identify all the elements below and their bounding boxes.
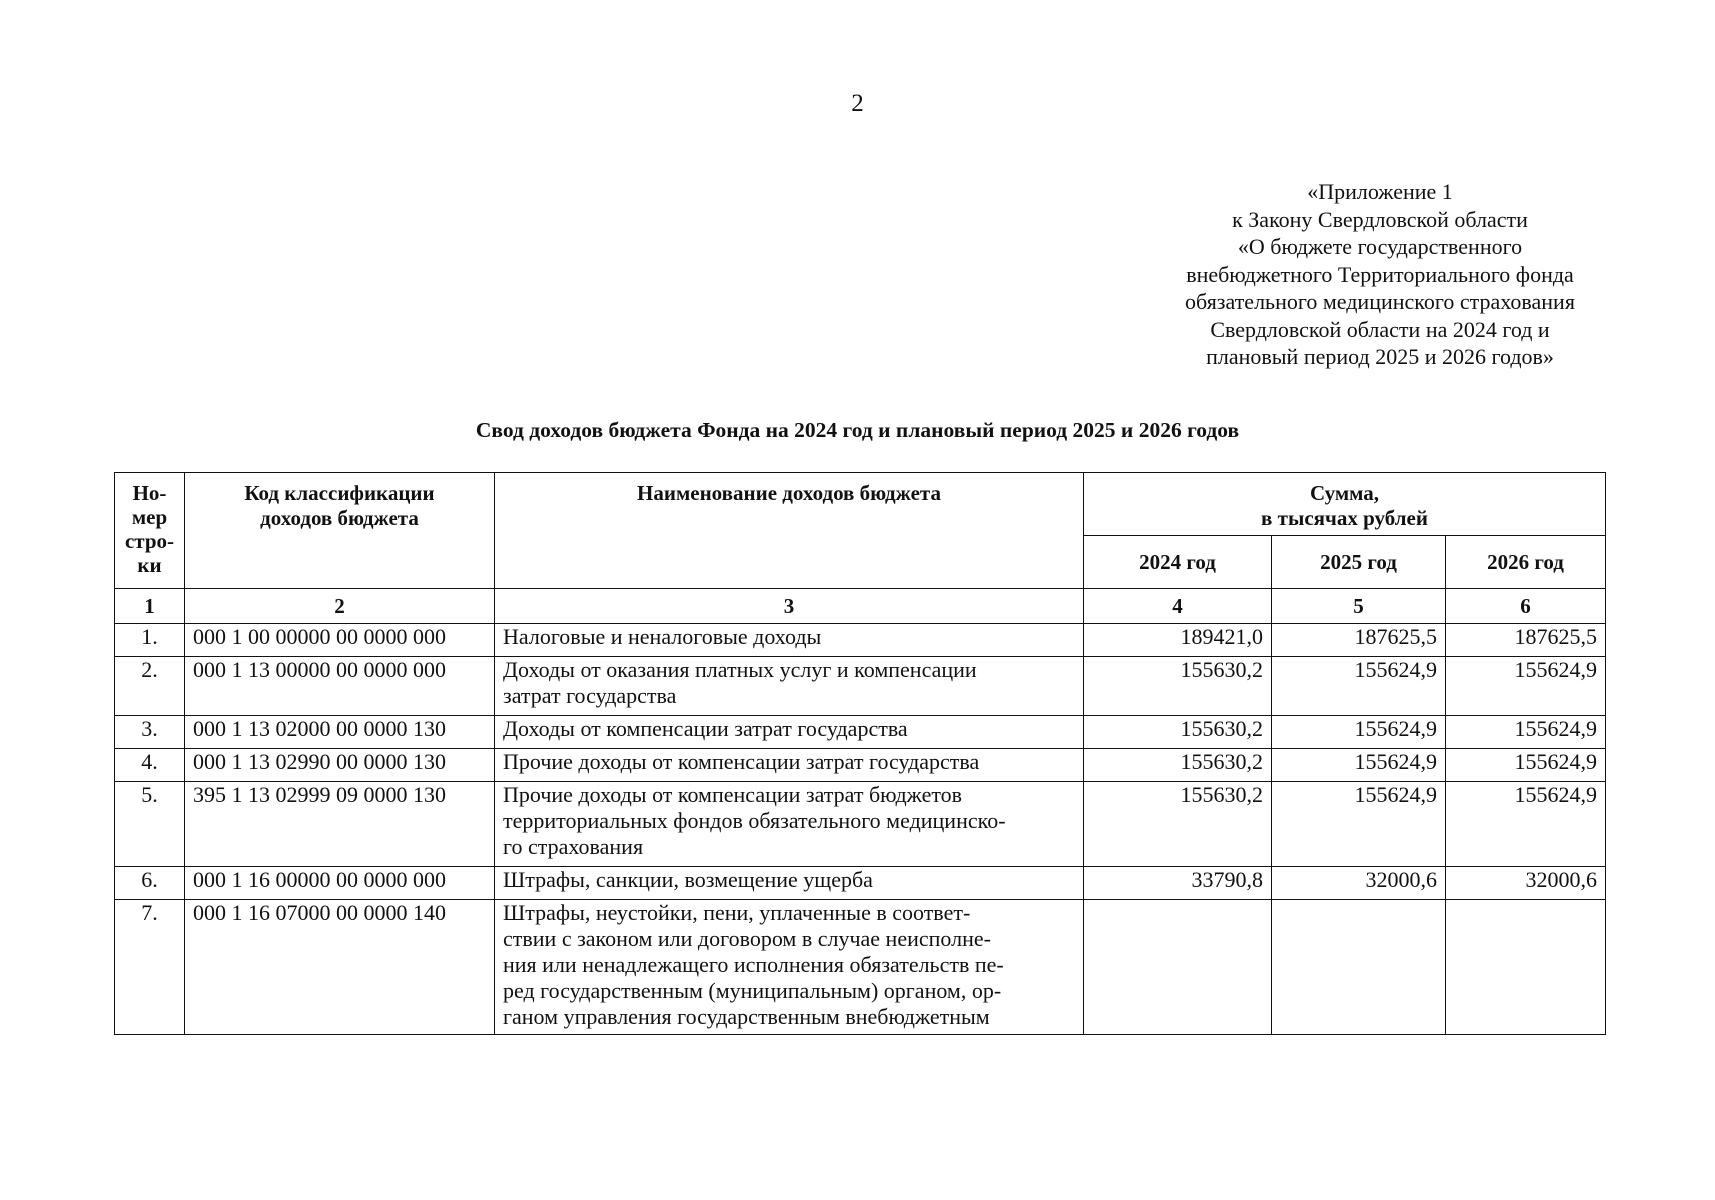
amount-2026: 155624,9 — [1446, 657, 1606, 716]
amount-2025: 155624,9 — [1272, 657, 1446, 716]
header-year-2026: 2026 год — [1446, 536, 1606, 589]
income-name-line: Прочие доходы от компенсации затрат бюджетов — [503, 782, 963, 807]
income-name-line: Штрафы, неустойки, пени, уплаченные в соответ- — [503, 900, 971, 925]
row-number: 1. — [115, 624, 185, 657]
amount-2024: 155630,2 — [1084, 782, 1272, 867]
table-row — [115, 867, 1606, 900]
appendix-line: обязательного медицинского страхования — [1185, 289, 1575, 314]
header-text: Сумма, — [1309, 481, 1380, 505]
amount-2024: 189421,0 — [1084, 624, 1272, 657]
appendix-line: Свердловской области на 2024 год и — [1210, 316, 1550, 342]
header-name: Наименование доходов бюджета — [495, 473, 1084, 589]
amount-2025: 155624,9 — [1272, 782, 1446, 867]
header-row-number — [115, 473, 185, 589]
income-name — [495, 867, 1084, 900]
amount-2026: 32000,6 — [1446, 867, 1606, 900]
header-year-2025: 2025 год — [1272, 536, 1446, 589]
income-name — [495, 900, 1084, 1035]
amount-2026: 155624,9 — [1446, 749, 1606, 782]
appendix-line: к Закону Свердловской области — [1232, 206, 1528, 232]
page-number: 2 — [851, 90, 864, 117]
classification-code: 000 1 13 00000 00 0000 000 — [185, 657, 495, 716]
classification-code: 000 1 13 02990 00 0000 130 — [185, 749, 495, 782]
column-number: 2 — [185, 589, 495, 624]
classification-code: 395 1 13 02999 09 0000 130 — [185, 782, 495, 867]
header-text: ки — [137, 553, 162, 577]
income-name-line: го страхования — [503, 834, 644, 859]
amount-2026: 155624,9 — [1446, 782, 1606, 867]
amount-2026 — [1446, 900, 1606, 1035]
income-name — [495, 749, 1084, 782]
appendix-line: «Приложение 1 — [1307, 179, 1453, 204]
classification-code: 000 1 00 00000 00 0000 000 — [185, 624, 495, 657]
header-code — [185, 473, 495, 589]
income-name-line: Доходы от компенсации затрат государства — [503, 716, 908, 741]
header-text: мер — [131, 505, 168, 529]
column-number: 5 — [1272, 589, 1446, 624]
income-name — [495, 782, 1084, 867]
income-name-line: ния или ненадлежащего исполнения обязательств пе- — [503, 952, 1004, 977]
header-text: в тысячах рублей — [1261, 506, 1428, 530]
row-number: 5. — [115, 782, 185, 867]
classification-code: 000 1 13 02000 00 0000 130 — [185, 716, 495, 749]
amount-2025: 155624,9 — [1272, 749, 1446, 782]
column-number: 1 — [115, 589, 185, 624]
row-number: 2. — [115, 657, 185, 716]
header-sum — [1084, 473, 1606, 536]
table-row — [115, 657, 1606, 716]
table-row — [115, 716, 1606, 749]
table-row — [115, 624, 1606, 657]
document-title: Свод доходов бюджета Фонда на 2024 год и плановый период 2025 и 2026 годов — [475, 418, 1240, 442]
appendix-line: «О бюджете государственного — [1237, 234, 1523, 259]
amount-2024: 155630,2 — [1084, 749, 1272, 782]
income-name-line: Налоговые и неналоговые доходы — [503, 624, 822, 649]
row-number: 7. — [115, 900, 185, 1035]
row-number: 6. — [115, 867, 185, 900]
amount-2025: 155624,9 — [1272, 716, 1446, 749]
amount-2025 — [1272, 900, 1446, 1035]
income-name-line: Доходы от оказания платных услуг и компенсации — [503, 657, 977, 682]
amount-2026: 155624,9 — [1446, 716, 1606, 749]
income-name-line: территориальных фондов обязательного медицинско- — [503, 808, 1006, 833]
table-row — [115, 782, 1606, 867]
income-name — [495, 716, 1084, 749]
header-year-2024: 2024 год — [1084, 536, 1272, 589]
income-name-line: ганом управления государственным внебюджетным — [503, 1004, 990, 1029]
header-text: Код классификации — [244, 481, 435, 505]
classification-code: 000 1 16 00000 00 0000 000 — [185, 867, 495, 900]
column-number: 3 — [495, 589, 1084, 624]
amount-2024: 155630,2 — [1084, 657, 1272, 716]
income-table — [114, 472, 1606, 1035]
table-row — [115, 900, 1606, 1035]
row-number: 3. — [115, 716, 185, 749]
header-text: стро- — [124, 529, 175, 553]
income-name-line: Прочие доходы от компенсации затрат государства — [503, 749, 980, 774]
header-text: доходов бюджета — [260, 506, 419, 530]
amount-2024 — [1084, 900, 1272, 1035]
amount-2025: 32000,6 — [1272, 867, 1446, 900]
column-numbers-row — [115, 589, 1606, 624]
row-number: 4. — [115, 749, 185, 782]
income-name — [495, 624, 1084, 657]
header-row — [115, 473, 1606, 536]
column-number: 6 — [1446, 589, 1606, 624]
income-name-line: ред государственным (муниципальным) органом, ор- — [503, 978, 1002, 1003]
amount-2025: 187625,5 — [1272, 624, 1446, 657]
appendix-line: плановый период 2025 и 2026 годов» — [1206, 344, 1554, 369]
appendix-note — [1150, 178, 1610, 371]
amount-2026: 187625,5 — [1446, 624, 1606, 657]
amount-2024: 155630,2 — [1084, 716, 1272, 749]
income-name-line: ствии с законом или договором в случае неисполне- — [503, 926, 991, 951]
income-name-line: Штрафы, санкции, возмещение ущерба — [503, 867, 873, 892]
column-number: 4 — [1084, 589, 1272, 624]
appendix-line: внебюджетного Территориального фонда — [1186, 261, 1574, 287]
header-text: Но- — [132, 481, 167, 505]
income-name — [495, 657, 1084, 716]
income-name-line: затрат государства — [503, 683, 677, 708]
table-row — [115, 749, 1606, 782]
amount-2024: 33790,8 — [1084, 867, 1272, 900]
classification-code: 000 1 16 07000 00 0000 140 — [185, 900, 495, 1035]
